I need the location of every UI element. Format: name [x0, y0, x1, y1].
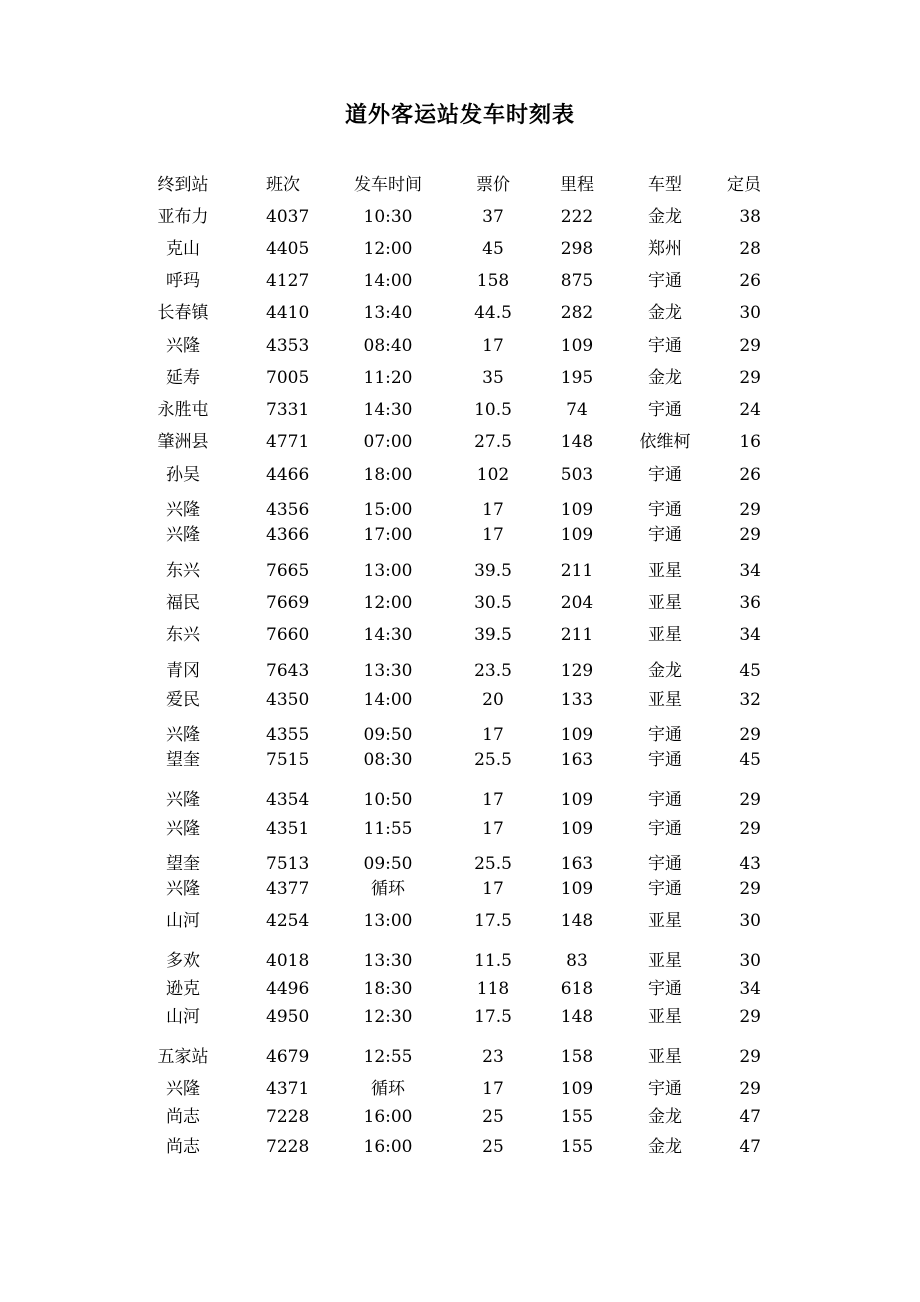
col-departure-time-cell: 18:30 [363, 979, 413, 999]
col-distance-cell: 148 [560, 911, 594, 931]
col-bus-model-cell: 宇通 [648, 979, 682, 999]
col-departure-time-cell: 13:00 [363, 911, 413, 931]
col-destination-cell: 呼玛 [166, 271, 200, 291]
col-fare-cell: 20 [482, 690, 504, 710]
col-bus-model-cell: 宇通 [648, 725, 682, 745]
col-bus-model-cell: 宇通 [648, 750, 682, 770]
col-departure-time-cell: 10:30 [363, 207, 413, 227]
col-fare-cell: 23.5 [474, 661, 512, 681]
col-trip-number-cell: 7665 [266, 561, 310, 581]
col-capacity-cell: 43 [739, 854, 761, 874]
table-row [0, 1045, 920, 1073]
col-fare-cell: 17.5 [474, 1007, 512, 1027]
col-fare-cell: 45 [482, 239, 504, 259]
col-capacity-cell: 29 [739, 1047, 761, 1067]
col-destination-cell: 青冈 [166, 661, 200, 681]
col-trip-number-cell: 7331 [266, 400, 310, 420]
col-distance-cell: 109 [560, 500, 594, 520]
col-bus-model-cell: 亚星 [648, 561, 682, 581]
table-row [0, 523, 920, 551]
col-destination-cell: 五家站 [157, 1047, 209, 1067]
col-destination-cell: 多欢 [166, 951, 200, 971]
col-bus-model-cell: 宇通 [648, 790, 682, 810]
col-destination-cell: 兴隆 [166, 500, 200, 520]
col-departure-time-cell: 18:00 [363, 465, 413, 485]
col-fare-cell: 25 [482, 1107, 504, 1127]
col-trip-number-cell: 7228 [266, 1137, 310, 1157]
col-trip-number-cell: 4771 [266, 432, 310, 452]
col-fare-cell: 37 [482, 207, 504, 227]
col-capacity-cell: 34 [739, 625, 761, 645]
col-fare-cell: 17 [482, 500, 504, 520]
col-capacity-cell: 26 [739, 465, 761, 485]
col-distance-cell: 109 [560, 1079, 594, 1099]
col-capacity-cell: 29 [739, 1007, 761, 1027]
col-departure-time-cell: 12:00 [363, 593, 413, 613]
header-col-fare: 票价 [476, 175, 510, 195]
col-trip-number-cell: 7669 [266, 593, 310, 613]
header-col-distance: 里程 [560, 175, 594, 195]
col-trip-number-cell: 4410 [266, 303, 310, 323]
col-bus-model-cell: 宇通 [648, 271, 682, 291]
col-departure-time-cell: 17:00 [363, 525, 413, 545]
col-fare-cell: 30.5 [474, 593, 512, 613]
col-capacity-cell: 29 [739, 725, 761, 745]
col-destination-cell: 兴隆 [166, 790, 200, 810]
col-fare-cell: 44.5 [474, 303, 512, 323]
col-trip-number-cell: 7660 [266, 625, 310, 645]
col-fare-cell: 17 [482, 879, 504, 899]
col-departure-time-cell: 08:40 [363, 336, 413, 356]
col-departure-time-cell: 14:00 [363, 271, 413, 291]
col-trip-number-cell: 7643 [266, 661, 310, 681]
table-row [0, 237, 920, 265]
col-distance-cell: 155 [560, 1107, 594, 1127]
col-trip-number-cell: 4496 [266, 979, 310, 999]
col-fare-cell: 17 [482, 790, 504, 810]
col-distance-cell: 109 [560, 879, 594, 899]
col-distance-cell: 282 [560, 303, 594, 323]
col-capacity-cell: 28 [739, 239, 761, 259]
header-col-capacity: 定员 [727, 175, 761, 195]
col-bus-model-cell: 亚星 [648, 911, 682, 931]
col-bus-model-cell: 宇通 [648, 1079, 682, 1099]
table-header [0, 173, 920, 201]
col-distance-cell: 109 [560, 336, 594, 356]
col-trip-number-cell: 7228 [266, 1107, 310, 1127]
col-destination-cell: 孙吴 [166, 465, 200, 485]
col-distance-cell: 109 [560, 819, 594, 839]
col-distance-cell: 158 [560, 1047, 594, 1067]
col-distance-cell: 133 [560, 690, 594, 710]
col-destination-cell: 延寿 [166, 368, 200, 388]
table-row [0, 788, 920, 816]
header-col-bus-model: 车型 [648, 175, 682, 195]
col-capacity-cell: 47 [739, 1137, 761, 1157]
col-destination-cell: 尚志 [166, 1107, 200, 1127]
col-capacity-cell: 45 [739, 750, 761, 770]
col-destination-cell: 兴隆 [166, 336, 200, 356]
table-row [0, 852, 920, 880]
col-capacity-cell: 47 [739, 1107, 761, 1127]
col-fare-cell: 118 [476, 979, 510, 999]
col-departure-time-cell: 14:00 [363, 690, 413, 710]
table-row [0, 1077, 920, 1105]
col-capacity-cell: 29 [739, 790, 761, 810]
col-bus-model-cell: 宇通 [648, 500, 682, 520]
col-distance-cell: 163 [560, 750, 594, 770]
col-destination-cell: 长春镇 [157, 303, 209, 323]
col-bus-model-cell: 宇通 [648, 879, 682, 899]
col-fare-cell: 11.5 [474, 951, 512, 971]
col-fare-cell: 39.5 [474, 561, 512, 581]
col-fare-cell: 25.5 [474, 750, 512, 770]
col-destination-cell: 永胜屯 [157, 400, 209, 420]
col-capacity-cell: 38 [739, 207, 761, 227]
col-capacity-cell: 32 [739, 690, 761, 710]
col-trip-number-cell: 4405 [266, 239, 310, 259]
col-departure-time-cell: 12:55 [363, 1047, 413, 1067]
col-fare-cell: 17 [482, 1079, 504, 1099]
col-destination-cell: 东兴 [166, 625, 200, 645]
table-row [0, 269, 920, 297]
table-row [0, 205, 920, 233]
table-row [0, 817, 920, 845]
col-capacity-cell: 30 [739, 303, 761, 323]
table-row [0, 1135, 920, 1163]
col-capacity-cell: 34 [739, 979, 761, 999]
col-distance-cell: 109 [560, 525, 594, 545]
col-departure-time-cell: 循环 [371, 879, 405, 899]
col-trip-number-cell: 7513 [266, 854, 310, 874]
col-distance-cell: 222 [560, 207, 594, 227]
table-row [0, 949, 920, 977]
col-fare-cell: 17 [482, 725, 504, 745]
col-trip-number-cell: 4950 [266, 1007, 310, 1027]
table-row [0, 334, 920, 362]
col-destination-cell: 克山 [166, 239, 200, 259]
col-departure-time-cell: 15:00 [363, 500, 413, 520]
table-row [0, 1005, 920, 1033]
col-fare-cell: 39.5 [474, 625, 512, 645]
col-distance-cell: 83 [566, 951, 588, 971]
col-departure-time-cell: 13:30 [363, 951, 413, 971]
col-destination-cell: 望奎 [166, 750, 200, 770]
col-destination-cell: 尚志 [166, 1137, 200, 1157]
col-bus-model-cell: 亚星 [648, 1007, 682, 1027]
col-bus-model-cell: 亚星 [648, 690, 682, 710]
col-trip-number-cell: 4350 [266, 690, 310, 710]
col-departure-time-cell: 13:30 [363, 661, 413, 681]
col-destination-cell: 望奎 [166, 854, 200, 874]
col-trip-number-cell: 4366 [266, 525, 310, 545]
col-distance-cell: 503 [560, 465, 594, 485]
col-bus-model-cell: 金龙 [648, 368, 682, 388]
col-trip-number-cell: 7005 [266, 368, 310, 388]
col-capacity-cell: 30 [739, 911, 761, 931]
col-bus-model-cell: 亚星 [648, 625, 682, 645]
col-distance-cell: 109 [560, 790, 594, 810]
col-destination-cell: 肇洲县 [157, 432, 209, 452]
col-departure-time-cell: 16:00 [363, 1107, 413, 1127]
col-fare-cell: 102 [476, 465, 510, 485]
col-distance-cell: 129 [560, 661, 594, 681]
col-departure-time-cell: 循环 [371, 1079, 405, 1099]
table-row [0, 430, 920, 458]
col-bus-model-cell: 金龙 [648, 303, 682, 323]
col-departure-time-cell: 11:20 [363, 368, 413, 388]
col-trip-number-cell: 4354 [266, 790, 310, 810]
table-row [0, 977, 920, 1005]
col-destination-cell: 兴隆 [166, 879, 200, 899]
table-row [0, 366, 920, 394]
col-trip-number-cell: 4254 [266, 911, 310, 931]
col-destination-cell: 兴隆 [166, 1079, 200, 1099]
col-fare-cell: 17 [482, 525, 504, 545]
col-departure-time-cell: 12:00 [363, 239, 413, 259]
header-col-trip-number: 班次 [266, 175, 300, 195]
col-distance-cell: 148 [560, 1007, 594, 1027]
col-trip-number-cell: 4127 [266, 271, 310, 291]
col-trip-number-cell: 4037 [266, 207, 310, 227]
col-bus-model-cell: 宇通 [648, 465, 682, 485]
col-capacity-cell: 34 [739, 561, 761, 581]
table-row [0, 659, 920, 687]
col-trip-number-cell: 4377 [266, 879, 310, 899]
col-capacity-cell: 45 [739, 661, 761, 681]
col-bus-model-cell: 亚星 [648, 593, 682, 613]
table-row [0, 1105, 920, 1133]
table-row [0, 623, 920, 651]
col-capacity-cell: 36 [739, 593, 761, 613]
table-row [0, 688, 920, 716]
col-bus-model-cell: 金龙 [648, 1107, 682, 1127]
col-destination-cell: 兴隆 [166, 725, 200, 745]
col-departure-time-cell: 09:50 [363, 725, 413, 745]
col-bus-model-cell: 金龙 [648, 661, 682, 681]
col-departure-time-cell: 07:00 [363, 432, 413, 452]
col-fare-cell: 23 [482, 1047, 504, 1067]
col-departure-time-cell: 13:00 [363, 561, 413, 581]
col-trip-number-cell: 4018 [266, 951, 310, 971]
col-destination-cell: 东兴 [166, 561, 200, 581]
col-departure-time-cell: 09:50 [363, 854, 413, 874]
col-fare-cell: 17 [482, 336, 504, 356]
header-col-departure-time: 发车时间 [354, 175, 422, 195]
col-distance-cell: 195 [560, 368, 594, 388]
col-departure-time-cell: 13:40 [363, 303, 413, 323]
col-fare-cell: 158 [476, 271, 510, 291]
col-distance-cell: 148 [560, 432, 594, 452]
col-departure-time-cell: 14:30 [363, 625, 413, 645]
col-distance-cell: 875 [560, 271, 594, 291]
col-destination-cell: 福民 [166, 593, 200, 613]
table-row [0, 591, 920, 619]
col-capacity-cell: 29 [739, 336, 761, 356]
table-row [0, 498, 920, 526]
col-distance-cell: 211 [560, 625, 594, 645]
col-trip-number-cell: 4355 [266, 725, 310, 745]
col-destination-cell: 亚布力 [157, 207, 209, 227]
col-bus-model-cell: 金龙 [648, 207, 682, 227]
page-title: 道外客运站发车时刻表 [344, 103, 575, 128]
col-distance-cell: 298 [560, 239, 594, 259]
col-capacity-cell: 26 [739, 271, 761, 291]
col-destination-cell: 逊克 [166, 979, 200, 999]
col-bus-model-cell: 依维柯 [639, 432, 691, 452]
col-fare-cell: 25.5 [474, 854, 512, 874]
col-trip-number-cell: 4371 [266, 1079, 310, 1099]
col-capacity-cell: 30 [739, 951, 761, 971]
col-distance-cell: 211 [560, 561, 594, 581]
table-row [0, 877, 920, 905]
col-fare-cell: 35 [482, 368, 504, 388]
col-capacity-cell: 24 [739, 400, 761, 420]
col-fare-cell: 27.5 [474, 432, 512, 452]
col-distance-cell: 155 [560, 1137, 594, 1157]
col-destination-cell: 兴隆 [166, 819, 200, 839]
col-departure-time-cell: 12:30 [363, 1007, 413, 1027]
col-distance-cell: 109 [560, 725, 594, 745]
col-distance-cell: 618 [560, 979, 594, 999]
col-fare-cell: 10.5 [474, 400, 512, 420]
table-row [0, 463, 920, 491]
col-fare-cell: 25 [482, 1137, 504, 1157]
col-destination-cell: 兴隆 [166, 525, 200, 545]
table-row [0, 909, 920, 937]
col-trip-number-cell: 7515 [266, 750, 310, 770]
col-destination-cell: 山河 [166, 911, 200, 931]
col-bus-model-cell: 郑州 [648, 239, 682, 259]
col-bus-model-cell: 亚星 [648, 1047, 682, 1067]
col-trip-number-cell: 4353 [266, 336, 310, 356]
col-bus-model-cell: 金龙 [648, 1137, 682, 1157]
col-bus-model-cell: 宇通 [648, 525, 682, 545]
col-departure-time-cell: 14:30 [363, 400, 413, 420]
col-trip-number-cell: 4356 [266, 500, 310, 520]
col-capacity-cell: 16 [739, 432, 761, 452]
col-departure-time-cell: 11:55 [363, 819, 413, 839]
col-departure-time-cell: 16:00 [363, 1137, 413, 1157]
col-capacity-cell: 29 [739, 525, 761, 545]
col-bus-model-cell: 宇通 [648, 336, 682, 356]
header-col-destination: 终到站 [157, 175, 209, 195]
table-row [0, 723, 920, 751]
table-row [0, 748, 920, 776]
col-capacity-cell: 29 [739, 879, 761, 899]
col-fare-cell: 17.5 [474, 911, 512, 931]
col-capacity-cell: 29 [739, 819, 761, 839]
col-trip-number-cell: 4679 [266, 1047, 310, 1067]
col-capacity-cell: 29 [739, 500, 761, 520]
col-distance-cell: 74 [566, 400, 588, 420]
col-capacity-cell: 29 [739, 368, 761, 388]
col-fare-cell: 17 [482, 819, 504, 839]
table-row [0, 301, 920, 329]
col-destination-cell: 山河 [166, 1007, 200, 1027]
col-distance-cell: 163 [560, 854, 594, 874]
table-row [0, 398, 920, 426]
col-bus-model-cell: 亚星 [648, 951, 682, 971]
col-distance-cell: 204 [560, 593, 594, 613]
col-trip-number-cell: 4351 [266, 819, 310, 839]
col-trip-number-cell: 4466 [266, 465, 310, 485]
col-capacity-cell: 29 [739, 1079, 761, 1099]
col-destination-cell: 爱民 [166, 690, 200, 710]
col-bus-model-cell: 宇通 [648, 854, 682, 874]
table-row [0, 559, 920, 587]
col-bus-model-cell: 宇通 [648, 819, 682, 839]
col-bus-model-cell: 宇通 [648, 400, 682, 420]
col-departure-time-cell: 08:30 [363, 750, 413, 770]
col-departure-time-cell: 10:50 [363, 790, 413, 810]
